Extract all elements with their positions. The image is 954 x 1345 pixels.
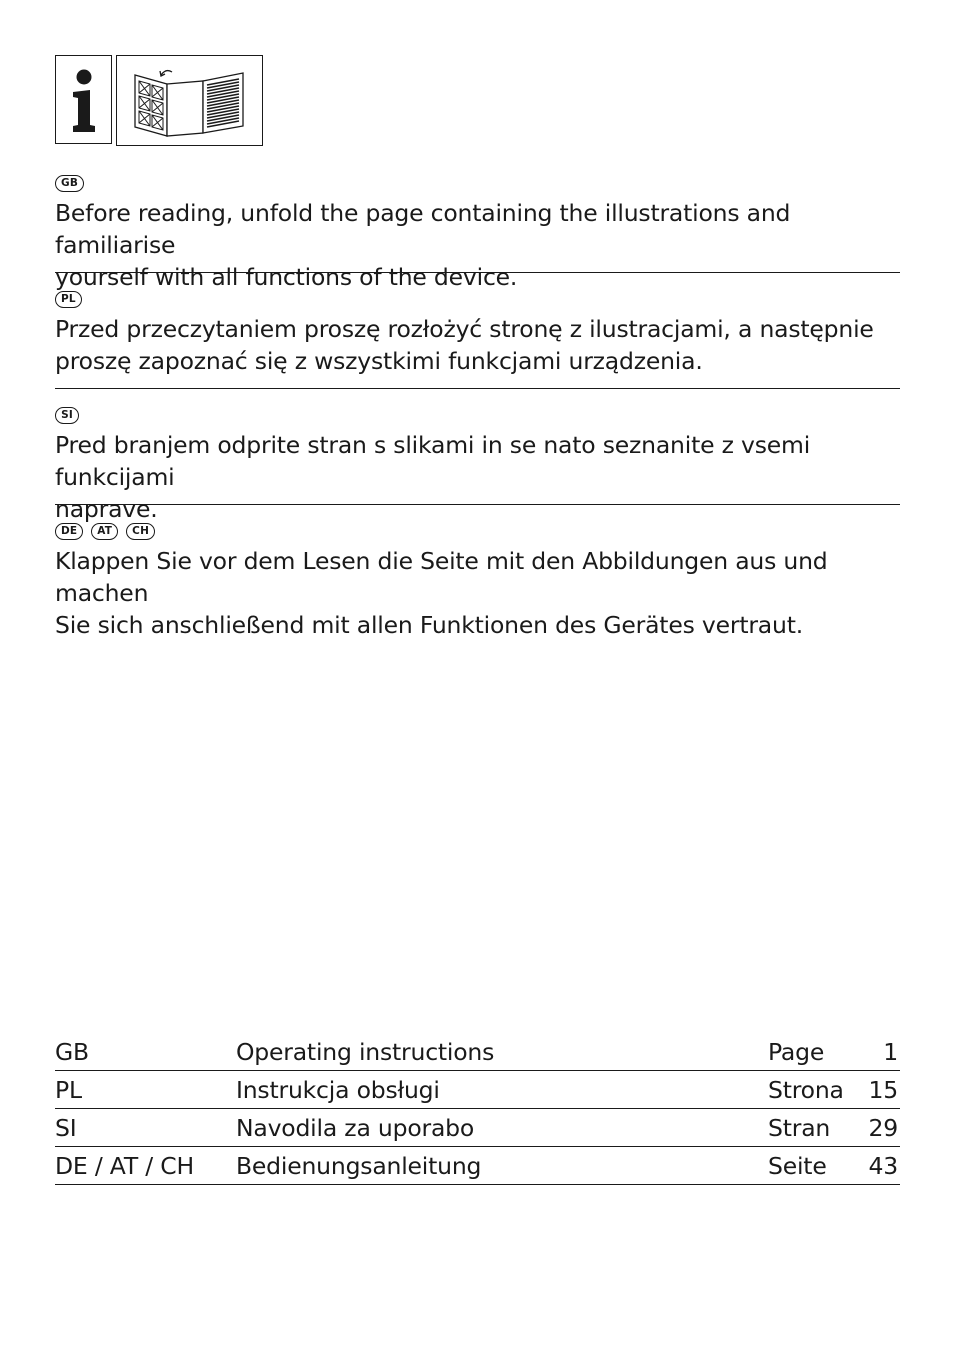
language-flags <box>55 173 900 193</box>
language-flags <box>55 289 900 309</box>
instruction-text-gb: Before reading, unfold the page containing the illustrations and familiarise yourself with all functions of the device. <box>55 199 791 291</box>
section-gb <box>55 173 900 293</box>
info-icon <box>55 55 112 144</box>
toc-page-number: 1 <box>883 1038 898 1066</box>
toc-page-number: 43 <box>868 1152 898 1180</box>
toc-page-number: 15 <box>868 1076 898 1104</box>
section-de-at-ch <box>55 521 900 641</box>
section-pl <box>55 289 900 377</box>
divider <box>55 504 900 505</box>
language-badge-si: SI <box>55 407 79 424</box>
toc-title: Bedienungsanleitung <box>236 1152 482 1180</box>
language-badge-pl: PL <box>55 291 82 308</box>
section-si <box>55 405 900 525</box>
toc-language-code: GB <box>55 1038 89 1066</box>
toc-row <box>55 1147 900 1185</box>
toc-page-label: Page <box>768 1038 825 1066</box>
toc-language-code: DE / AT / CH <box>55 1152 194 1180</box>
instruction-text-pl: Przed przeczytaniem proszę rozłożyć stronę z ilustracjami, a następnie proszę zapoznać się z wszystkimi funkcjami urządzenia. <box>55 315 874 375</box>
language-badge-at: AT <box>91 523 118 540</box>
toc-title: Instrukcja obsługi <box>236 1076 440 1104</box>
language-badge-gb: GB <box>55 175 84 192</box>
toc-row <box>55 1071 900 1109</box>
unfold-page-icon <box>116 55 263 146</box>
language-flags <box>55 521 900 541</box>
instruction-text-de: Klappen Sie vor dem Lesen die Seite mit den Abbildungen aus und machen Sie sich anschließend mit allen Funktionen des Gerätes vertraut. <box>55 547 828 639</box>
header-icons <box>55 55 263 147</box>
language-badge-de: DE <box>55 523 83 540</box>
divider <box>55 272 900 273</box>
toc-language-code: SI <box>55 1114 77 1142</box>
language-badge-ch: CH <box>126 523 155 540</box>
toc-title: Operating instructions <box>236 1038 495 1066</box>
toc-row <box>55 1109 900 1147</box>
toc-page-label: Seite <box>768 1152 827 1180</box>
toc-row <box>55 1033 900 1071</box>
toc-language-code: PL <box>55 1076 82 1104</box>
table-of-contents <box>55 1033 900 1185</box>
toc-page-label: Stran <box>768 1114 831 1142</box>
toc-page-number: 29 <box>868 1114 898 1142</box>
divider <box>55 388 900 389</box>
instruction-text-si: Pred branjem odprite stran s slikami in se nato seznanite z vsemi funkcijami naprave. <box>55 431 811 523</box>
toc-title: Navodila za uporabo <box>236 1114 475 1142</box>
toc-page-label: Strona <box>768 1076 844 1104</box>
language-flags <box>55 405 900 425</box>
